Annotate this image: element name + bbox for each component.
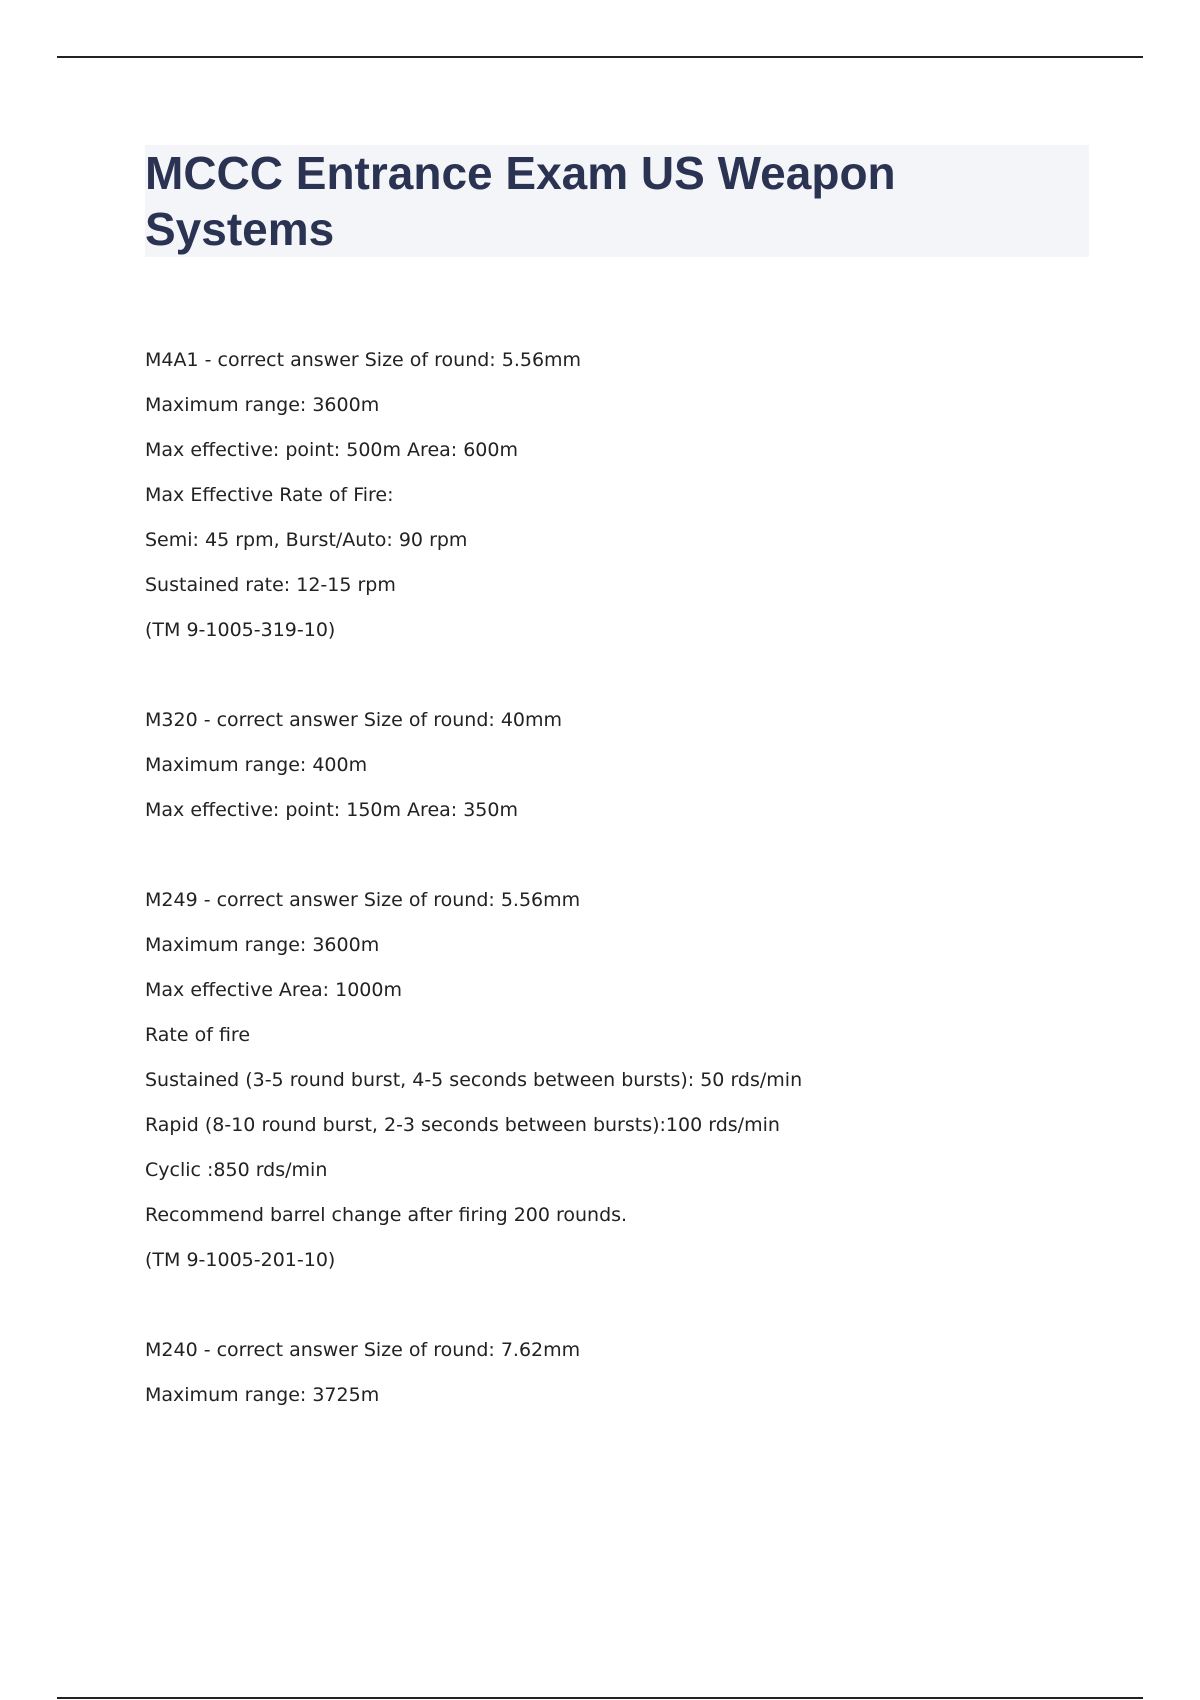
text-line: Maximum range: 3600m bbox=[145, 934, 380, 956]
text-line: (TM 9-1005-201-10) bbox=[145, 1249, 336, 1271]
text-line: Max effective: point: 150m Area: 350m bbox=[145, 799, 518, 821]
text-line: Maximum range: 3725m bbox=[145, 1384, 380, 1406]
section-m240 bbox=[145, 1328, 1089, 1418]
text-line: Max Effective Rate of Fire: bbox=[145, 484, 394, 506]
section-spacer bbox=[145, 1283, 1089, 1328]
section-m320 bbox=[145, 698, 1089, 833]
text-line: M320 - correct answer Size of round: 40mm bbox=[145, 709, 563, 731]
text-line: Recommend barrel change after firing 200 rounds. bbox=[145, 1204, 628, 1226]
text-line: M240 - correct answer Size of round: 7.62mm bbox=[145, 1339, 581, 1361]
page-title: MCCC Entrance Exam US Weapon Systems bbox=[145, 147, 896, 255]
title-banner bbox=[145, 145, 1089, 257]
text-line: Maximum range: 3600m bbox=[145, 394, 380, 416]
text-line: M4A1 - correct answer Size of round: 5.56mm bbox=[145, 349, 582, 371]
top-divider bbox=[57, 56, 1143, 58]
text-line: Max effective: point: 500m Area: 600m bbox=[145, 439, 518, 461]
text-line: Rapid (8-10 round burst, 2-3 seconds between bursts):100 rds/min bbox=[145, 1114, 780, 1136]
section-m4a1 bbox=[145, 338, 1089, 653]
text-line: Maximum range: 400m bbox=[145, 754, 368, 776]
section-spacer bbox=[145, 833, 1089, 878]
bottom-divider bbox=[57, 1697, 1143, 1699]
text-line: Cyclic :850 rds/min bbox=[145, 1159, 328, 1181]
text-line: Sustained rate: 12-15 rpm bbox=[145, 574, 396, 596]
text-line: Rate of fire bbox=[145, 1024, 251, 1046]
text-line: M249 - correct answer Size of round: 5.56mm bbox=[145, 889, 581, 911]
text-line: Max effective Area: 1000m bbox=[145, 979, 402, 1001]
document-body bbox=[145, 338, 1089, 1418]
section-spacer bbox=[145, 653, 1089, 698]
text-line: Semi: 45 rpm, Burst/Auto: 90 rpm bbox=[145, 529, 468, 551]
section-m249 bbox=[145, 878, 1089, 1283]
text-line: Sustained (3-5 round burst, 4-5 seconds between bursts): 50 rds/min bbox=[145, 1069, 803, 1091]
text-line: (TM 9-1005-319-10) bbox=[145, 619, 336, 641]
